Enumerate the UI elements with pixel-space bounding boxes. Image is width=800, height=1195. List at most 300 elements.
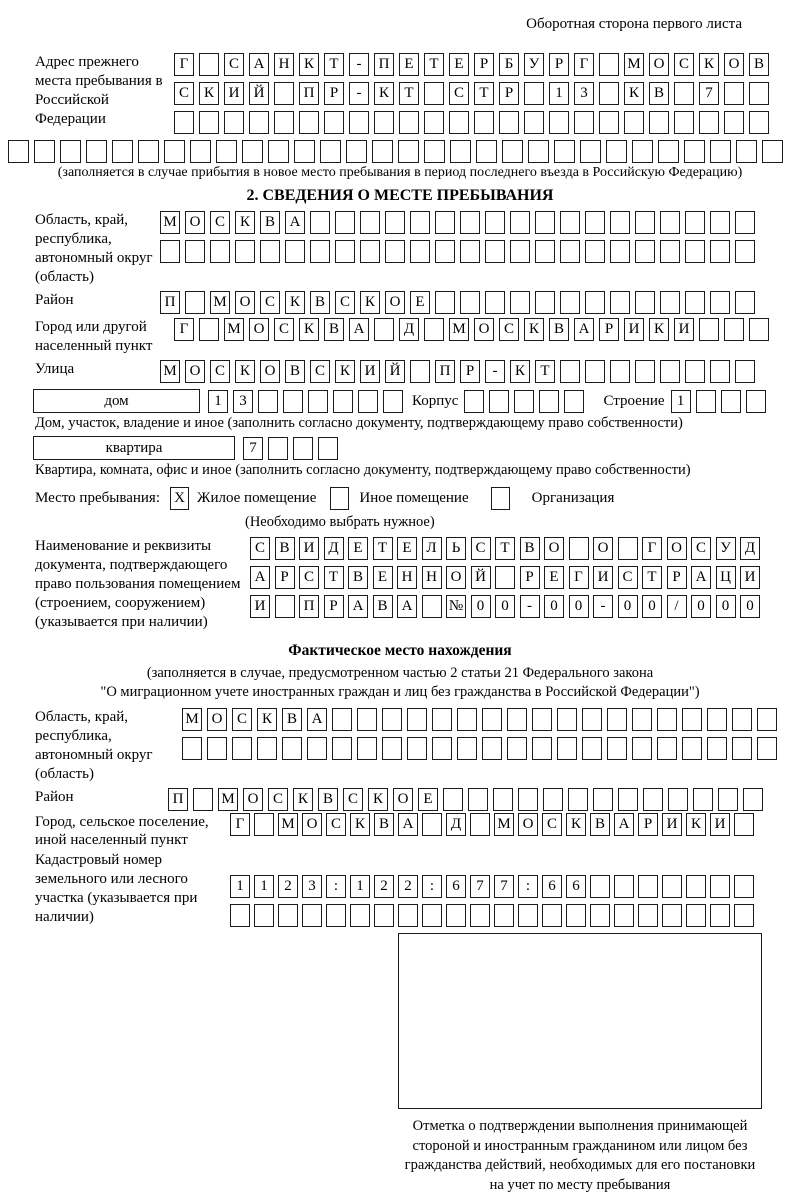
char-cell: В: [282, 708, 302, 731]
char-cell: Г: [230, 813, 250, 836]
char-cell: [398, 904, 418, 927]
char-cell: В: [649, 82, 669, 105]
char-cell: А: [397, 595, 417, 618]
apartment-number-row[interactable]: [243, 437, 343, 460]
char-cell: [299, 111, 319, 134]
char-cell: [660, 240, 680, 263]
char-cell: [199, 53, 219, 76]
char-cell: С: [299, 566, 319, 589]
char-cell: В: [285, 360, 305, 383]
char-cell: [746, 390, 766, 413]
char-cell: В: [590, 813, 610, 836]
char-cell: С: [210, 211, 230, 234]
char-cell: С: [174, 82, 194, 105]
caption-line-3: гражданства действий, необходимых для его постановки: [390, 1156, 770, 1176]
char-cell: М: [449, 318, 469, 341]
char-cell: О: [667, 537, 687, 560]
char-cell: [610, 211, 630, 234]
char-cell: Г: [174, 53, 194, 76]
char-cell: [357, 708, 377, 731]
char-cell: О: [235, 291, 255, 314]
char-cell: [307, 737, 327, 760]
char-cell: [422, 595, 442, 618]
char-cell: [643, 788, 663, 811]
char-cell: [326, 904, 346, 927]
char-cell: [585, 291, 605, 314]
char-cell: [606, 140, 627, 163]
char-cell: М: [278, 813, 298, 836]
char-cell: 1: [549, 82, 569, 105]
char-cell: У: [524, 53, 544, 76]
char-cell: [574, 111, 594, 134]
char-cell: Р: [460, 360, 480, 383]
char-cell: [258, 390, 278, 413]
char-cell: [383, 390, 403, 413]
char-cell: 6: [566, 875, 586, 898]
char-cell: 6: [446, 875, 466, 898]
actual-district-row[interactable]: [168, 788, 768, 811]
char-cell: [757, 708, 777, 731]
actual-region-label: Область, край, республика, автономный округ (область): [0, 708, 182, 784]
char-cell: [635, 240, 655, 263]
char-cell: [635, 211, 655, 234]
char-cell: [358, 390, 378, 413]
char-cell: Г: [569, 566, 589, 589]
cadastral-row-1[interactable]: [230, 875, 758, 898]
char-cell: [407, 737, 427, 760]
char-cell: [294, 140, 315, 163]
prev-address-note: (заполняется в случае прибытия в новое место пребывания в период последнего въезда в Российскую Федерацию): [0, 165, 800, 181]
house-note: Дом, участок, владение и иное (заполнить согласно документу, подтверждающему право собственности): [0, 415, 800, 432]
char-cell: Е: [399, 53, 419, 76]
char-cell: [662, 875, 682, 898]
char-cell: В: [373, 595, 393, 618]
char-cell: П: [374, 53, 394, 76]
char-cell: [732, 737, 752, 760]
char-cell: К: [199, 82, 219, 105]
char-cell: Й: [471, 566, 491, 589]
char-cell: [257, 737, 277, 760]
char-cell: [318, 437, 338, 460]
char-cell: [207, 737, 227, 760]
char-cell: [494, 904, 514, 927]
char-cell: [732, 708, 752, 731]
char-cell: Т: [495, 537, 515, 560]
char-cell: [424, 111, 444, 134]
char-cell: К: [524, 318, 544, 341]
char-cell: К: [293, 788, 313, 811]
char-cell: [460, 211, 480, 234]
char-cell: 7: [494, 875, 514, 898]
caption-line-1: Отметка о подтверждении выполнения принимающей: [390, 1117, 770, 1137]
char-cell: С: [224, 53, 244, 76]
char-cell: 6: [542, 875, 562, 898]
char-cell: [510, 211, 530, 234]
char-cell: [435, 291, 455, 314]
char-cell: [524, 111, 544, 134]
char-cell: [424, 318, 444, 341]
char-cell: Т: [424, 53, 444, 76]
caption-line-4: на учет по месту пребывания: [390, 1176, 770, 1195]
char-cell: 2: [398, 875, 418, 898]
char-cell: [543, 788, 563, 811]
char-cell: 0: [716, 595, 736, 618]
char-cell: 2: [374, 875, 394, 898]
confirmation-stamp-box: [398, 933, 762, 1109]
stay-option-label-organization: Организация: [532, 490, 615, 507]
char-cell: В: [520, 537, 540, 560]
char-cell: О: [302, 813, 322, 836]
char-cell: [632, 737, 652, 760]
char-cell: [242, 140, 263, 163]
char-cell: [349, 111, 369, 134]
char-cell: О: [185, 360, 205, 383]
char-cell: [710, 291, 730, 314]
actual-district-field: [0, 788, 800, 811]
char-cell: [724, 318, 744, 341]
city-row[interactable]: [174, 318, 774, 341]
char-cell: [60, 140, 81, 163]
char-cell: [449, 111, 469, 134]
char-cell: Р: [520, 566, 540, 589]
char-cell: [308, 390, 328, 413]
char-cell: [735, 240, 755, 263]
char-cell: [710, 211, 730, 234]
char-cell: [554, 140, 575, 163]
char-cell: [557, 708, 577, 731]
char-cell: С: [232, 708, 252, 731]
char-cell: Д: [740, 537, 760, 560]
char-cell: 2: [278, 875, 298, 898]
char-cell: [743, 788, 763, 811]
char-cell: [382, 708, 402, 731]
char-cell: [485, 211, 505, 234]
char-cell: [278, 904, 298, 927]
char-cell: 0: [471, 595, 491, 618]
char-cell: :: [518, 875, 538, 898]
char-cell: [668, 788, 688, 811]
char-cell: М: [218, 788, 238, 811]
stay-checkbox-organization[interactable]: [491, 487, 510, 510]
char-cell: [657, 737, 677, 760]
char-cell: [514, 390, 534, 413]
char-cell: В: [324, 318, 344, 341]
char-cell: С: [691, 537, 711, 560]
char-cell: [735, 291, 755, 314]
char-cell: [372, 140, 393, 163]
char-cell: [735, 360, 755, 383]
char-cell: [532, 737, 552, 760]
char-cell: С: [326, 813, 346, 836]
char-cell: М: [160, 360, 180, 383]
char-cell: 7: [470, 875, 490, 898]
char-cell: О: [474, 318, 494, 341]
char-cell: [510, 240, 530, 263]
char-cell: [507, 737, 527, 760]
house-number-row[interactable]: [208, 390, 408, 413]
city-field: [0, 318, 800, 356]
char-cell: К: [235, 211, 255, 234]
char-cell: [275, 595, 295, 618]
char-cell: [762, 140, 783, 163]
char-cell: [685, 360, 705, 383]
char-cell: [696, 390, 716, 413]
char-cell: [580, 140, 601, 163]
char-cell: [34, 140, 55, 163]
char-cell: Т: [399, 82, 419, 105]
char-cell: Й: [385, 360, 405, 383]
actual-city-label: Город, сельское поселение, иной населенный пункт: [0, 813, 230, 849]
actual-city-row[interactable]: [230, 813, 758, 836]
char-cell: [350, 904, 370, 927]
char-cell: Й: [249, 82, 269, 105]
street-row[interactable]: [160, 360, 760, 383]
char-cell: П: [168, 788, 188, 811]
region-row-1[interactable]: [160, 211, 760, 234]
char-cell: [518, 904, 538, 927]
prev-address-row-2[interactable]: [174, 82, 774, 105]
char-cell: [499, 111, 519, 134]
char-cell: [435, 240, 455, 263]
char-cell: [539, 390, 559, 413]
char-cell: [658, 140, 679, 163]
char-cell: [446, 904, 466, 927]
char-cell: А: [574, 318, 594, 341]
char-cell: [190, 140, 211, 163]
char-cell: М: [210, 291, 230, 314]
house-type-box[interactable]: [33, 389, 200, 413]
char-cell: А: [285, 211, 305, 234]
char-cell: [164, 140, 185, 163]
char-cell: [610, 240, 630, 263]
char-cell: Р: [667, 566, 687, 589]
char-cell: [638, 904, 658, 927]
char-cell: [599, 111, 619, 134]
char-cell: [293, 437, 313, 460]
char-cell: Е: [449, 53, 469, 76]
char-cell: [182, 737, 202, 760]
char-cell: [485, 291, 505, 314]
char-cell: [374, 111, 394, 134]
char-cell: [585, 360, 605, 383]
char-cell: [684, 140, 705, 163]
prev-address-rows: [174, 53, 774, 134]
char-cell: Т: [373, 537, 393, 560]
apartment-type-box[interactable]: [33, 436, 235, 460]
stroenie-row[interactable]: [671, 390, 771, 413]
char-cell: [274, 82, 294, 105]
char-cell: Т: [474, 82, 494, 105]
actual-region-field: [0, 708, 800, 784]
char-cell: [614, 875, 634, 898]
char-cell: К: [649, 318, 669, 341]
document-row-1[interactable]: [250, 537, 765, 560]
char-cell: И: [710, 813, 730, 836]
char-cell: О: [260, 360, 280, 383]
char-cell: Р: [638, 813, 658, 836]
char-cell: [638, 875, 658, 898]
char-cell: О: [243, 788, 263, 811]
document-row-3[interactable]: [250, 595, 765, 618]
char-cell: [285, 240, 305, 263]
char-cell: [335, 240, 355, 263]
char-cell: [385, 240, 405, 263]
char-cell: [749, 82, 769, 105]
char-cell: К: [335, 360, 355, 383]
prev-address-row-1[interactable]: [174, 53, 774, 76]
char-cell: [502, 140, 523, 163]
char-cell: :: [326, 875, 346, 898]
char-cell: [332, 737, 352, 760]
char-cell: К: [510, 360, 530, 383]
char-cell: [560, 360, 580, 383]
char-cell: С: [250, 537, 270, 560]
cadastral-label: Кадастровый номер земельного или лесного участка (указывается при наличии): [0, 851, 230, 927]
stay-checkbox-other[interactable]: [330, 487, 349, 510]
document-row-2[interactable]: [250, 566, 765, 589]
region-label: Область, край, республика, автономный округ (область): [0, 211, 160, 287]
char-cell: [470, 904, 490, 927]
char-cell: К: [566, 813, 586, 836]
char-cell: [735, 211, 755, 234]
char-cell: [564, 390, 584, 413]
char-cell: /: [667, 595, 687, 618]
char-cell: [324, 111, 344, 134]
region-row-2[interactable]: [160, 240, 760, 263]
actual-location-note-1: (заполняется в случае, предусмотренном частью 2 статьи 21 Федерального закона: [0, 664, 800, 683]
char-cell: [450, 140, 471, 163]
char-cell: [707, 708, 727, 731]
char-cell: [657, 708, 677, 731]
char-cell: [632, 708, 652, 731]
char-cell: П: [299, 82, 319, 105]
char-cell: [662, 904, 682, 927]
char-cell: [618, 788, 638, 811]
char-cell: К: [624, 82, 644, 105]
section2-title: 2. СВЕДЕНИЯ О МЕСТЕ ПРЕБЫВАНИЯ: [0, 187, 800, 205]
char-cell: 7: [243, 437, 263, 460]
char-cell: -: [485, 360, 505, 383]
stay-checkbox-residential[interactable]: [170, 487, 189, 510]
char-cell: [357, 737, 377, 760]
char-cell: [686, 875, 706, 898]
char-cell: У: [716, 537, 736, 560]
char-cell: И: [740, 566, 760, 589]
char-cell: Р: [324, 595, 344, 618]
stay-option-label-residential: Жилое помещение: [197, 490, 316, 507]
actual-region-row-2[interactable]: [182, 737, 782, 760]
char-cell: Ь: [446, 537, 466, 560]
char-cell: [283, 390, 303, 413]
char-cell: М: [624, 53, 644, 76]
char-cell: [224, 111, 244, 134]
char-cell: [660, 360, 680, 383]
char-cell: [686, 904, 706, 927]
prev-address-row-3[interactable]: [174, 111, 774, 134]
char-cell: К: [699, 53, 719, 76]
char-cell: [332, 708, 352, 731]
char-cell: 0: [569, 595, 589, 618]
char-cell: [624, 111, 644, 134]
char-cell: А: [249, 53, 269, 76]
char-cell: [710, 240, 730, 263]
char-cell: О: [393, 788, 413, 811]
char-cell: Т: [324, 53, 344, 76]
char-cell: [435, 211, 455, 234]
char-cell: [718, 788, 738, 811]
char-cell: О: [724, 53, 744, 76]
char-cell: О: [207, 708, 227, 731]
stroenie-label: Строение: [603, 393, 664, 410]
korpus-row[interactable]: [464, 390, 589, 413]
char-cell: С: [471, 537, 491, 560]
char-cell: [614, 904, 634, 927]
char-cell: [310, 240, 330, 263]
char-cell: [374, 904, 394, 927]
char-cell: М: [160, 211, 180, 234]
char-cell: [569, 537, 589, 560]
char-cell: [410, 211, 430, 234]
char-cell: И: [593, 566, 613, 589]
char-cell: Е: [418, 788, 438, 811]
char-cell: [457, 708, 477, 731]
char-cell: [724, 111, 744, 134]
char-cell: К: [299, 53, 319, 76]
district-row[interactable]: [160, 291, 760, 314]
prev-address-field: [0, 53, 800, 134]
cadastral-row-2[interactable]: [230, 904, 758, 927]
char-cell: [382, 737, 402, 760]
char-cell: С: [335, 291, 355, 314]
char-cell: [685, 240, 705, 263]
char-cell: [468, 788, 488, 811]
char-cell: [230, 904, 250, 927]
char-cell: А: [348, 595, 368, 618]
char-cell: [674, 82, 694, 105]
char-cell: [749, 111, 769, 134]
house-type-label: дом: [104, 393, 128, 410]
char-cell: 3: [302, 875, 322, 898]
char-cell: [210, 240, 230, 263]
char-cell: 0: [691, 595, 711, 618]
char-cell: К: [686, 813, 706, 836]
char-cell: 0: [642, 595, 662, 618]
char-cell: [710, 904, 730, 927]
char-cell: С: [274, 318, 294, 341]
char-cell: [432, 737, 452, 760]
char-cell: Н: [274, 53, 294, 76]
char-cell: В: [260, 211, 280, 234]
char-cell: [599, 82, 619, 105]
actual-region-rows: [182, 708, 782, 760]
checkbox-mark: X: [174, 490, 185, 507]
char-cell: И: [224, 82, 244, 105]
prev-address-overflow-row[interactable]: [0, 140, 800, 163]
char-cell: [693, 788, 713, 811]
char-cell: А: [307, 708, 327, 731]
char-cell: Г: [574, 53, 594, 76]
char-cell: Л: [422, 537, 442, 560]
char-cell: Е: [544, 566, 564, 589]
char-cell: 1: [254, 875, 274, 898]
char-cell: [385, 211, 405, 234]
char-cell: В: [749, 53, 769, 76]
char-cell: [485, 240, 505, 263]
actual-region-row-1[interactable]: [182, 708, 782, 731]
char-cell: [560, 211, 580, 234]
char-cell: [607, 708, 627, 731]
char-cell: [542, 904, 562, 927]
